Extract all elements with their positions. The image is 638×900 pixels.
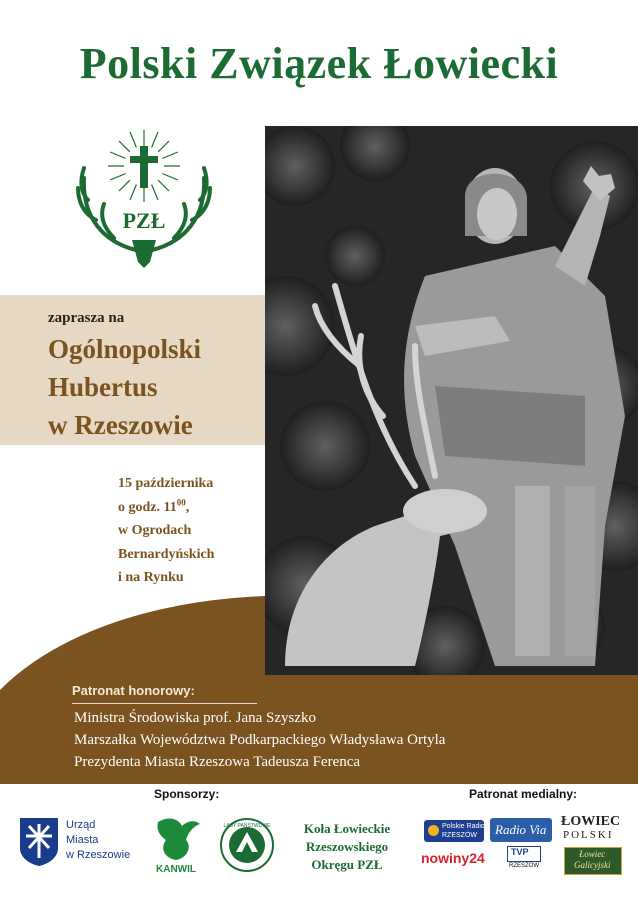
antlers-cross-emblem: [74, 122, 214, 270]
patron-1: Ministra Środowiska prof. Jana Szyszko: [74, 710, 317, 726]
invite-line-3: w Rzeszowie: [48, 410, 193, 440]
radio-via-logo: Radio Via: [490, 818, 552, 842]
media-patrons-heading: Patronat medialny:: [469, 787, 578, 801]
event-place-2: Bernardyńskich: [118, 546, 215, 562]
kanwil-text: KANWIL: [156, 864, 196, 874]
patronat-divider: [72, 703, 257, 704]
lasy-panstwowe-logo: [220, 818, 274, 872]
invite-line-1: Ogólnopolski: [48, 334, 202, 364]
event-place-1: w Ogrodach: [118, 523, 192, 538]
lowiec-polski-logo: ŁOWIEC POLSKI: [561, 814, 621, 841]
patron-3: Prezydenta Miasta Rzeszowa Tadeusza Ferenca: [74, 754, 361, 770]
page-title: Polski Związek Łowiecki: [79, 39, 559, 88]
kola-lowieckie-text: Koła Łowieckie Rzeszowskiego Okręgu PZŁ: [303, 821, 391, 872]
urzad-miasta-crest-icon: [20, 818, 58, 866]
event-place-3: i na Rynku: [118, 570, 184, 585]
sponsors-heading: Sponsorzy:: [154, 787, 220, 801]
invite-line-2: Hubertus: [48, 372, 158, 402]
patronat-honorowy-heading: Patronat honorowy:: [72, 683, 195, 698]
event-details: [118, 472, 214, 590]
urzad-miasta-text: Urząd Miasta w Rzeszowie: [66, 819, 131, 861]
pzl-logo-text: PZŁ: [122, 208, 166, 233]
kanwil-logo: [148, 812, 204, 874]
event-time: o godz. $11^{00}$,: [118, 496, 190, 515]
nowiny24-logo: nowiny24: [421, 850, 485, 866]
pzl-logo: [74, 122, 214, 270]
lowiec-galicyjski-logo: Łowiec Galicyjski: [564, 847, 622, 875]
lasy-text: LASY PAŃSTWOWE: [223, 823, 271, 829]
patron-2: Marszałka Województwa Podkarpackiego Władysława Ortyla: [74, 732, 446, 748]
invite-intro: zaprasza na: [48, 310, 125, 326]
tvp-rzeszow-logo: TVP RZESZÓW: [509, 847, 539, 869]
event-date: 15 października: [118, 476, 214, 491]
polskie-radio-logo: Polskie Radio RZESZÓW: [424, 820, 484, 842]
